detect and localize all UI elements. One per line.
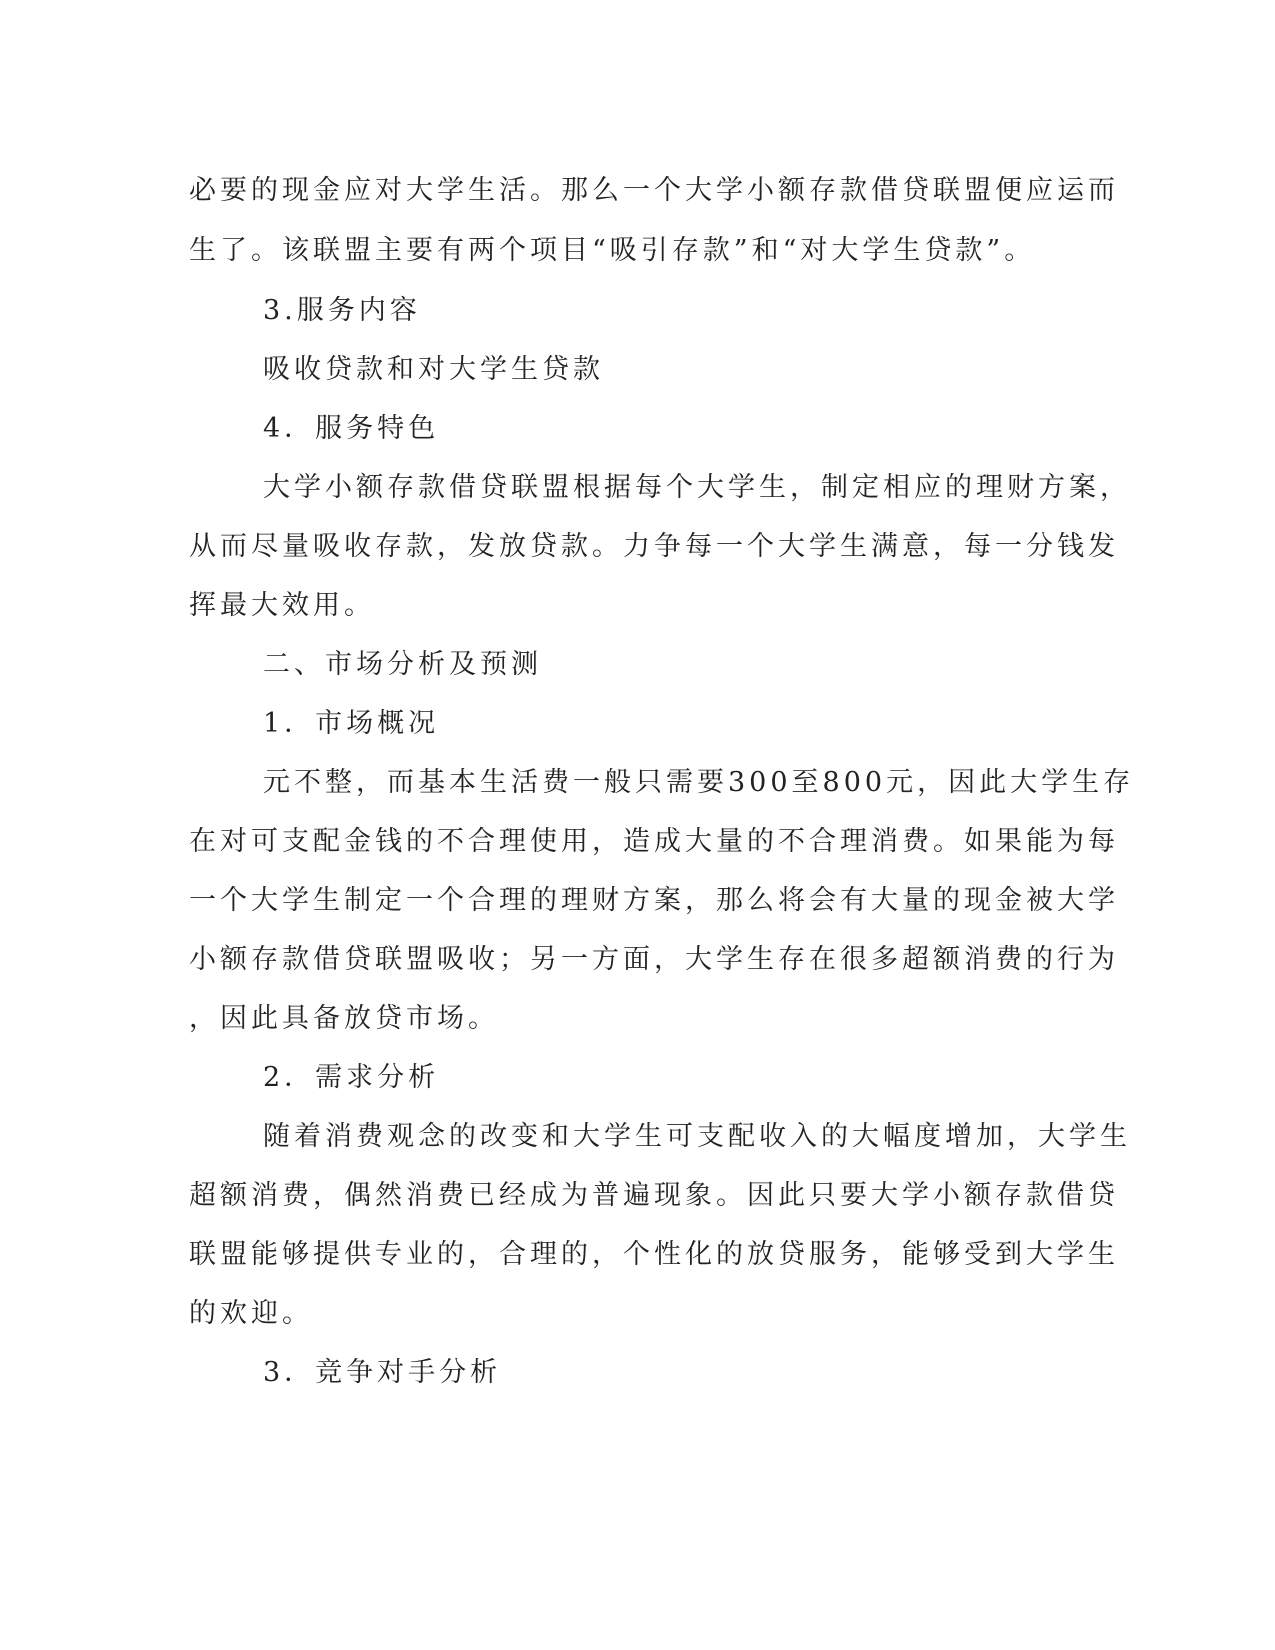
paragraph-line: 小额存款借贷联盟吸收；另一方面，大学生存在很多超额消费的行为 bbox=[189, 944, 1119, 975]
paragraph-line: 联盟能够提供专业的，合理的，个性化的放贷服务，能够受到大学生 bbox=[189, 1239, 1119, 1270]
section-heading: 3.服务内容 bbox=[263, 295, 421, 326]
paragraph-line: 超额消费，偶然消费已经成为普遍现象。因此只要大学小额存款借贷 bbox=[189, 1180, 1119, 1211]
paragraph-line: 生了。该联盟主要有两个项目“吸引存款”和“对大学生贷款”。 bbox=[189, 235, 1036, 266]
paragraph-line: 一个大学生制定一个合理的理财方案，那么将会有大量的现金被大学 bbox=[189, 885, 1119, 916]
paragraph-line: 元不整，而基本生活费一般只需要300至800元，因此大学生存 bbox=[263, 767, 1135, 798]
section-heading: 4．服务特色 bbox=[263, 413, 440, 444]
section-heading: 1．市场概况 bbox=[263, 708, 440, 739]
paragraph-line: 大学小额存款借贷联盟根据每个大学生，制定相应的理财方案， bbox=[263, 472, 1131, 503]
paragraph-line: 必要的现金应对大学生活。那么一个大学小额存款借贷联盟便应运而 bbox=[189, 175, 1119, 206]
paragraph-line: 在对可支配金钱的不合理使用，造成大量的不合理消费。如果能为每 bbox=[189, 826, 1119, 857]
chapter-heading: 二、市场分析及预测 bbox=[263, 649, 542, 680]
paragraph-line: ，因此具备放贷市场。 bbox=[189, 1003, 499, 1034]
paragraph-line: 吸收贷款和对大学生贷款 bbox=[263, 354, 604, 385]
paragraph-line: 随着消费观念的改变和大学生可支配收入的大幅度增加，大学生 bbox=[263, 1121, 1131, 1152]
paragraph-line: 挥最大效用。 bbox=[189, 590, 375, 621]
section-heading: 2．需求分析 bbox=[263, 1062, 440, 1093]
paragraph-line: 的欢迎。 bbox=[189, 1298, 313, 1329]
paragraph-line: 从而尽量吸收存款，发放贷款。力争每一个大学生满意，每一分钱发 bbox=[189, 531, 1119, 562]
section-heading: 3．竞争对手分析 bbox=[263, 1357, 502, 1388]
